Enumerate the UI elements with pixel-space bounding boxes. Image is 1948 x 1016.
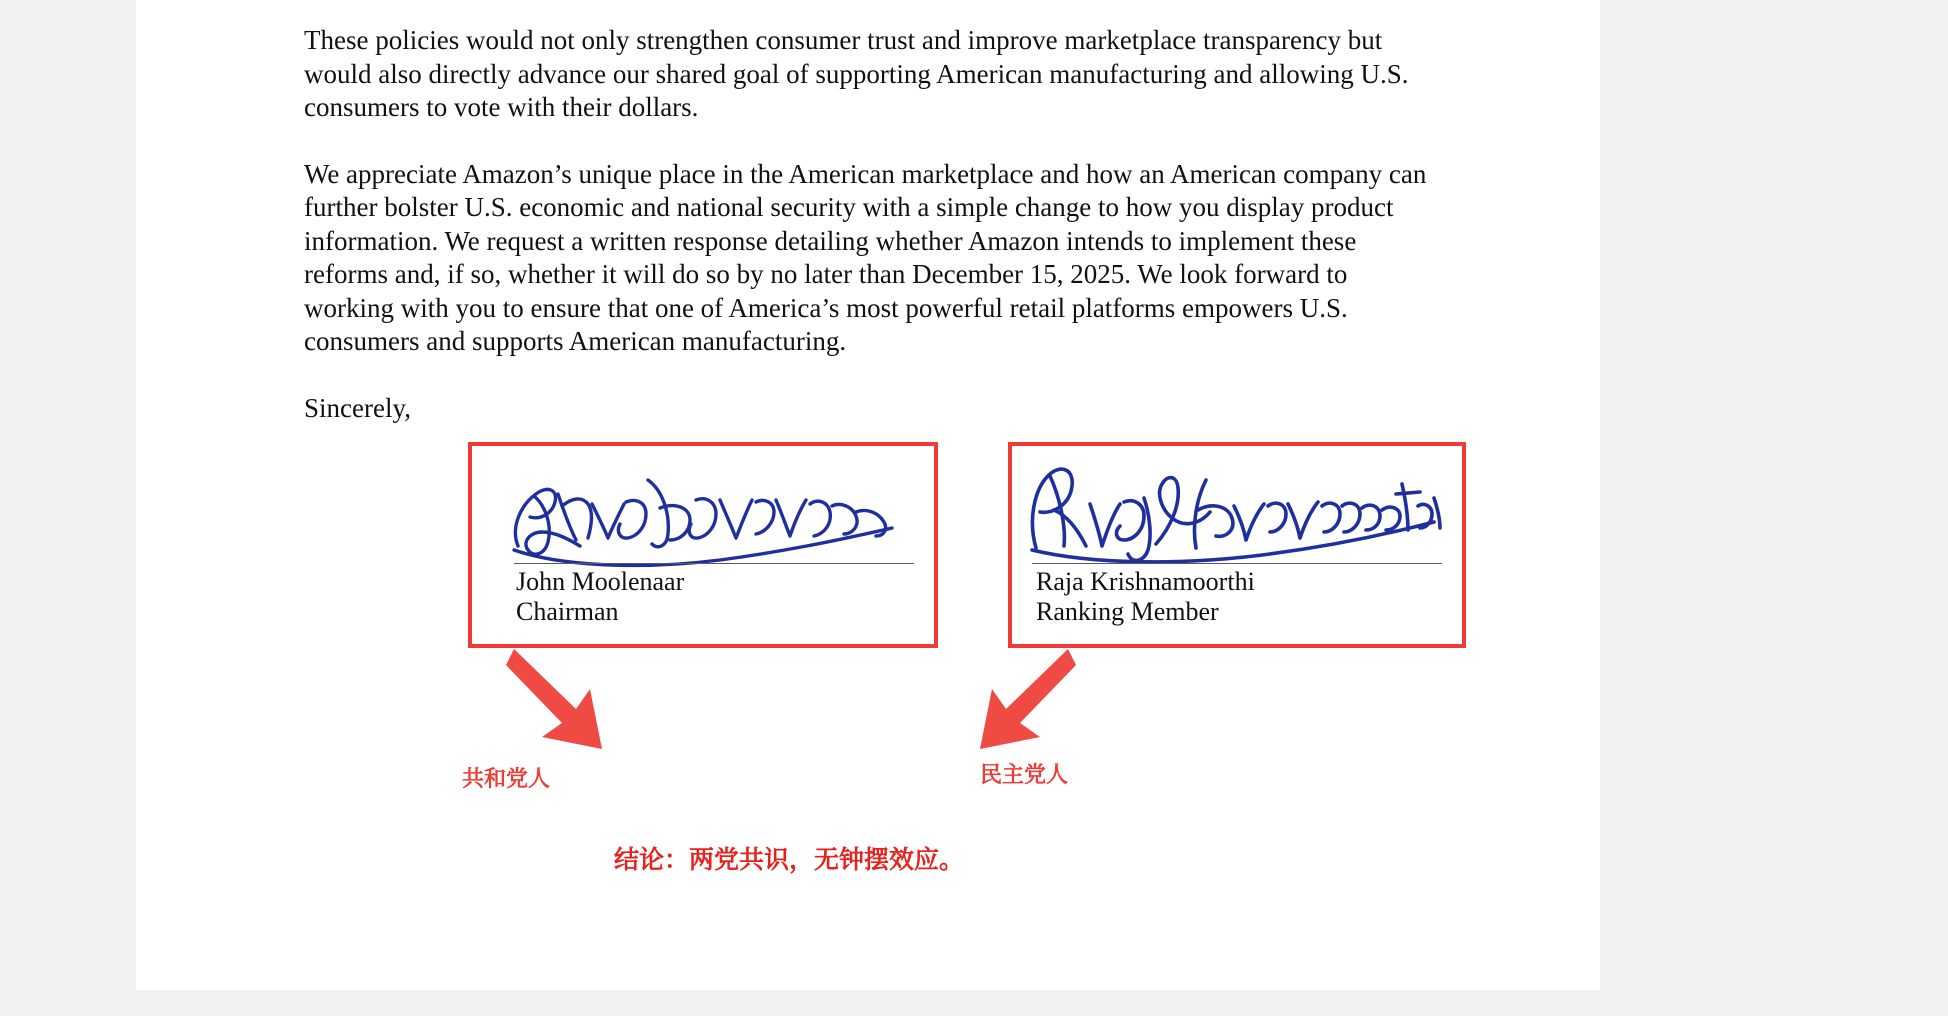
signature-line [514, 563, 914, 564]
annotation-conclusion: 结论：两党共识，无钟摆效应。 [614, 845, 965, 874]
signature-row [304, 442, 1434, 662]
paragraph-appreciation: We appreciate Amazon’s unique place in the American marketplace and how an American company can further bolster U.S. economic and national security with a simple change to how you display product information. We request a written response detailing whether Amazon intends to implement these reforms and, if so, whether it will do so by no later than December 15, 2025. We look forward to working with you to ensure that one of America’s most powerful retail platforms empowers U.S. consumers and supports American manufacturing. [304, 158, 1427, 356]
closing-salutation: Sincerely, [304, 392, 411, 423]
annotation-label-democrat: 民主党人 [980, 763, 1069, 788]
document-page [136, 0, 1600, 990]
handwritten-signature-icon [500, 454, 900, 569]
signer-title: Chairman [516, 597, 619, 626]
document-text-body [304, 0, 1434, 425]
annotation-arrow-left-icon [506, 645, 636, 765]
paragraph-policies: These policies would not only strengthen consumer trust and improve marketplace transparency but would also directly advance our shared goal of supporting American manufacturing and allowing U.S. consumers to vote with their dollars. [304, 25, 1409, 122]
signer-name: Raja Krishnamoorthi [1036, 567, 1255, 596]
signer-title: Ranking Member [1036, 597, 1219, 626]
handwritten-signature-icon [1020, 454, 1450, 569]
signature-line [1032, 563, 1442, 564]
signature-block-ranking-member [1008, 442, 1466, 648]
signer-name: John Moolenaar [516, 567, 685, 596]
annotation-label-republican: 共和党人 [462, 767, 551, 792]
annotation-arrow-right-icon [946, 645, 1076, 765]
signature-block-chairman [468, 442, 938, 648]
